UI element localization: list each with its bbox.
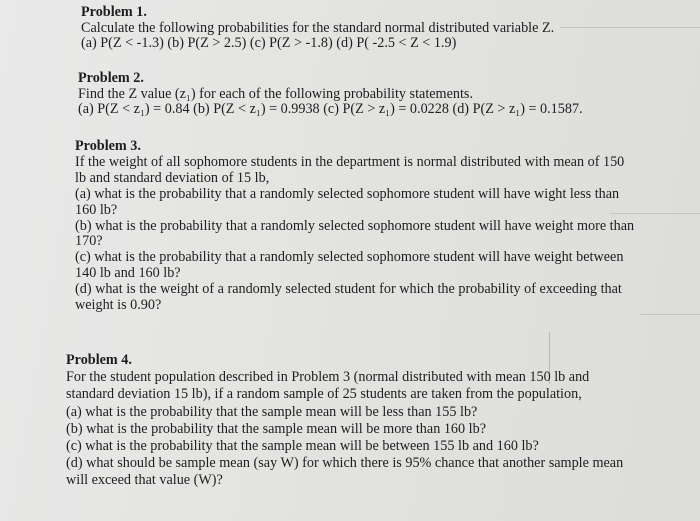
problem-2: [78, 71, 583, 118]
problem-2-title: Problem 2.: [78, 70, 144, 86]
problem-3-line-2: lb and standard deviation of 15 lb,: [75, 169, 270, 186]
problem-3-title: Problem 3.: [75, 138, 141, 154]
problem-1-line-1: Calculate the following probabilities for the standard normal distributed variable Z.: [81, 19, 555, 36]
problem-4-line-4: (b) what is the probability that the sample mean will be more than 160 lb?: [66, 420, 486, 437]
problem-4-title: Problem 4.: [66, 352, 132, 368]
problem-1-title: Problem 1.: [81, 4, 147, 20]
problem-3-line-3: (a) what is the probability that a randomly selected sophomore student will have wight less than: [75, 185, 620, 202]
problem-3: [75, 139, 634, 314]
problem-2-line-1: Find the Z value (z₁) for each of the following probability statements.: [78, 85, 473, 102]
paper-crease: [640, 314, 700, 315]
problem-3-line-8: 140 lb and 160 lb?: [75, 265, 181, 282]
problem-3-line-1: If the weight of all sophomore students in the department is normal distributed with mean of 150: [75, 153, 625, 170]
paper-crease: [560, 27, 700, 28]
problem-4-line-5: (c) what is the probability that the sample mean will be between 155 lb and 160 lb?: [66, 438, 539, 455]
problem-1-line-2: (a) P(Z < -1.3) (b) P(Z > 2.5) (c) P(Z > -1.8) (d) P( -2.5 < Z < 1.9): [81, 35, 457, 52]
problem-3-line-6: 170?: [75, 233, 103, 250]
problem-3-line-9: (d) what is the weight of a randomly selected student for which the probability of exceeding that: [75, 281, 622, 298]
problem-4: [66, 352, 623, 490]
problem-3-line-7: (c) what is the probability that a randomly selected sophomore student will have weight between: [75, 249, 624, 266]
problem-2-line-2: (a) P(Z < z₁) = 0.84 (b) P(Z < z₁) = 0.9938 (c) P(Z > z₁) = 0.0228 (d) P(Z > z₁) = 0.1587.: [78, 101, 583, 118]
problem-1: [81, 5, 554, 52]
problem-4-line-6: (d) what should be sample mean (say W) for which there is 95% chance that another sample mean: [66, 455, 624, 472]
problem-3-line-4: 160 lb?: [75, 201, 118, 218]
problem-4-line-1: For the student population described in Problem 3 (normal distributed with mean 150 lb and: [66, 369, 590, 386]
problem-3-line-10: weight is 0.90?: [75, 297, 162, 314]
problem-4-line-2: standard deviation 15 lb), if a random sample of 25 students are taken from the population,: [66, 386, 582, 403]
problem-4-line-3: (a) what is the probability that the sample mean will be less than 155 lb?: [66, 403, 478, 420]
problem-4-line-7: will exceed that value (W)?: [66, 472, 223, 489]
problem-3-line-5: (b) what is the probability that a randomly selected sophomore student will have weight more than: [75, 217, 635, 234]
